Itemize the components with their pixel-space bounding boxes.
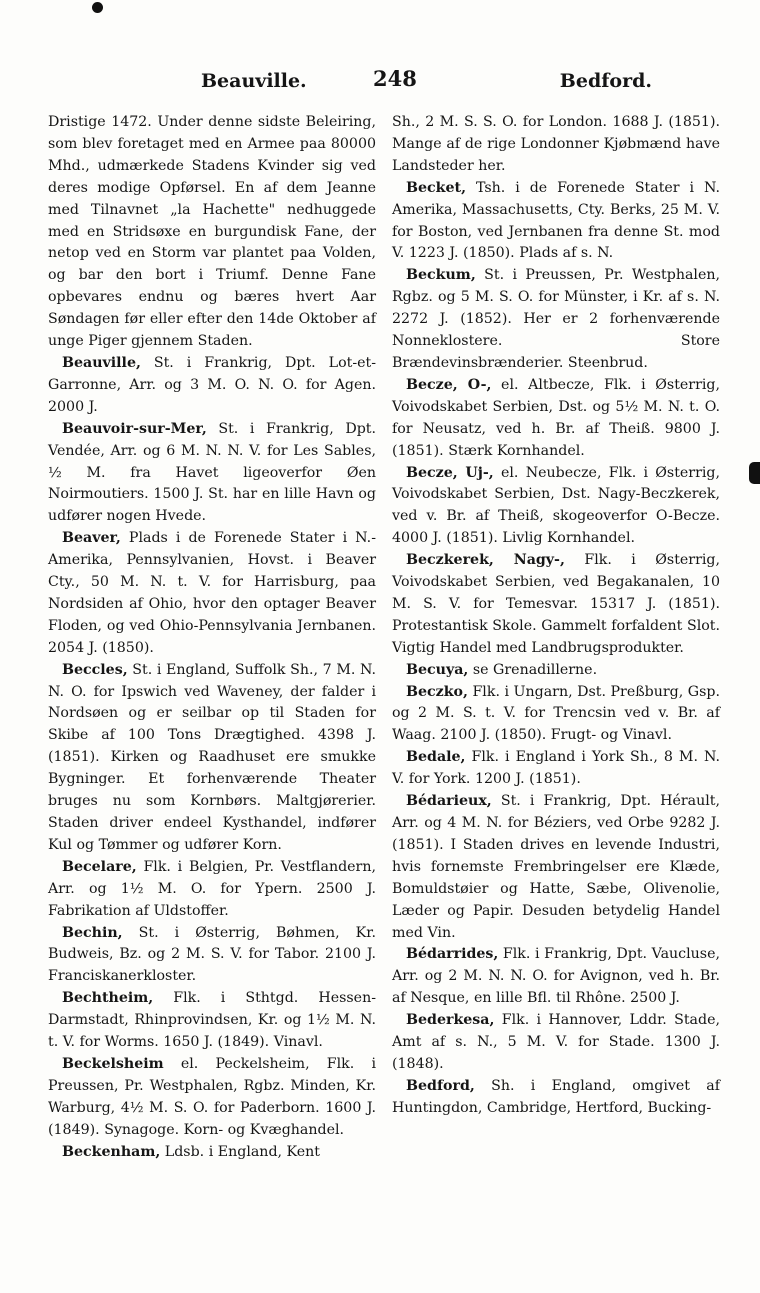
entry-headword: Bechin, [62, 924, 123, 941]
entry-text: Ldsb. i England, Kent [160, 1143, 321, 1160]
dictionary-entry [48, 923, 376, 989]
entry-text: Tsh. i de Forenede Stater i N. Amerika, Massachusetts, Cty. Berks, 25 M. V. for Boston, ved Jernbanen fra denne St. mod V. 1223 J. (1850). Plads af s. N. [392, 179, 720, 262]
entry-text: Flk. i Østerrig, Voivodskabet Serbien, ved Begakanalen, 10 M. S. V. for Temesvar. 15317 J. (1851). Protestantisk Skole. Gammelt forfaldent Slot. Vigtig Handel med Landbrugsprodukter. [392, 552, 720, 656]
entry-headword: Becket, [406, 179, 467, 196]
dictionary-entry [392, 944, 720, 1010]
dictionary-entry [392, 550, 720, 660]
entry-text: Flk. i Hannover, Lddr. Stade, Amt af s. N., 5 M. V. for Stade. 1300 J. (1848). [392, 1012, 720, 1072]
entry-text: Flk. i Sthtgd. Hessen-Darmstadt, Rhinprovindsen, Kr. og 1½ M. N. t. V. for Worms. 1650 J. (1849). Vinavl. [48, 990, 376, 1051]
ink-blot [749, 462, 760, 484]
entry-headword: Becuya, [406, 661, 469, 678]
entry-headword: Bedale, [406, 749, 466, 766]
entry-text: Plads i de Forenede Stater i N.-Amerika, Pennsylvanien, Hovst. i Beaver Cty., 50 M. N. t. V. for Harrisburg, paa Nordsiden af Ohio, hvor den optager Beaver Floden, og ved Ohio-Pennsylvania Jernbanen. 2054 J. (1850). [48, 530, 376, 656]
ink-blot [92, 2, 103, 13]
dictionary-entry [392, 747, 720, 791]
entry-text: Flk. i Frankrig, Dpt. Vaucluse, Arr. og 2 M. N. N. O. for Avignon, ved h. Br. af Nesque, en lille Bfl. til Rhône. 2500 J. [392, 946, 720, 1007]
entry-headword: Bederkesa, [406, 1012, 495, 1029]
dictionary-entry [392, 265, 720, 375]
dictionary-entry [48, 112, 376, 353]
entry-text: St. i Frankrig, Dpt. Hérault, Arr. og 4 M. N. for Béziers, ved Orbe 9282 J. (1851). I Staden drives en levende Industri, hvis fornemste Frembringelser ere Klæde, Bomuldstøier og Hatte, Sæbe, Olivenolie, Læder og Papir. Desuden betydelig Handel med Vin. [392, 793, 720, 941]
dictionary-entry [392, 660, 720, 682]
entry-text: St. i England, Suffolk Sh., 7 M. N. N. O. for Ipswich ved Waveney, der falder i Nordsøen og er seilbar op til Staden for Skibe af 100 Tons Drægtighed. 4398 J. (1851). Kirken og Raadhuset ere smukke Bygninger. Et forhenværende Theater bruges nu som Kornbørs. Maltgjørerier. Staden driver endeel Kysthandel, indfører Kul og Tømmer og udfører Korn. [48, 661, 376, 853]
entry-headword: Beczkerek, Nagy-, [406, 552, 565, 569]
entry-text: St. i Frankrig, Dpt. Vendée, Arr. og 6 M. N. N. V. for Les Sables, ½ M. fra Havet ligeoverfor Øen Noirmoutiers. 1500 J. St. har en lille Havn og udfører nogen Hvede. [48, 420, 376, 525]
entry-headword: Beckenham, [62, 1143, 161, 1160]
dictionary-entry [48, 1142, 376, 1164]
entry-headword: Beckum, [406, 267, 476, 284]
entry-headword: Becze, O-, [406, 376, 492, 393]
entry-text: Dristige 1472. Under denne sidste Beleiring, som blev foretaget med en Armee paa 80000 Mhd., udmærkede Stadens Kvinder sig ved deres modige Opførsel. En af dem Jeanne med Tilnavnet „la Hachette" nedhuggede med en Stridsøxe en burgundisk Fane, der netop ved en Storm var plantet paa Volden, og bar den bort i Triumf. Denne Fane opbevares endnu og bæres hvert Aar Søndagen før eller efter den 14de Oktober af unge Piger gjennem Staden. [48, 114, 376, 350]
entry-text: Flk. i Ungarn, Dst. Preßburg, Gsp. og 2 M. S. t. V. for Trencsin ved v. Br. af Waag. 2100 J. (1850). Frugt- og Vinavl. [392, 683, 720, 744]
dictionary-entry [392, 112, 720, 178]
dictionary-entry [392, 463, 720, 551]
entry-text: St. i Østerrig, Bøhmen, Kr. Budweis, Bz. og 2 M. S. V. for Tabor. 2100 J. Franciskanerkloster. [48, 924, 376, 985]
entry-text: se Grenadillerne. [468, 661, 598, 678]
left-column [48, 112, 376, 1164]
entry-headword: Beauville, [62, 354, 141, 371]
entry-headword: Beccles, [62, 661, 128, 678]
entry-headword: Beckelsheim [62, 1055, 164, 1072]
dictionary-entry [48, 528, 376, 659]
dictionary-entry [392, 178, 720, 266]
entry-headword: Becelare, [62, 858, 137, 875]
entry-text: Sh. i England, omgivet af Huntingdon, Cambridge, Hertford, Bucking- [392, 1077, 720, 1116]
dictionary-entry [392, 682, 720, 748]
entry-headword: Bedford, [406, 1077, 475, 1094]
dictionary-entry [48, 419, 376, 529]
page-header [48, 66, 720, 100]
page-number: 248 [373, 66, 417, 91]
entry-text: el. Peckelsheim, Flk. i Preussen, Pr. Westphalen, Rgbz. Minden, Kr. Warburg, 4½ M. S. O. for Paderborn. 1600 J. (1849). Synagoge. Korn- og Kvæghandel. [48, 1055, 376, 1138]
dictionary-entry [48, 857, 376, 923]
dictionary-entry [392, 1010, 720, 1076]
dictionary-entry [48, 988, 376, 1054]
entry-text: Sh., 2 M. S. S. O. for London. 1688 J. (1851). Mange af de rige Londonner Kjøbmænd have Landsteder her. [392, 114, 720, 174]
entry-text: St. i Frankrig, Dpt. Lot-et-Garronne, Arr. og 3 M. O. N. O. for Agen. 2000 J. [48, 354, 376, 415]
entry-text: Flk. i England i York Sh., 8 M. N. V. for York. 1200 J. (1851). [392, 749, 720, 788]
entry-headword: Beczko, [406, 683, 468, 700]
dictionary-entry [48, 1054, 376, 1142]
dictionary-entry [48, 660, 376, 857]
entry-headword: Bechtheim, [62, 990, 154, 1007]
header-right-word: Bedford. [559, 70, 652, 92]
right-column [392, 112, 720, 1120]
entry-headword: Beauvoir-sur-Mer, [62, 420, 207, 437]
entry-text: el. Altbecze, Flk. i Østerrig, Voivodskabet Serbien, Dst. og 5½ M. N. t. O. for Neusatz, ved h. Br. af Theiß. 9800 J. (1851). Stærk Kornhandel. [392, 376, 720, 459]
entry-headword: Beaver, [62, 530, 121, 547]
entry-headword: Bédarrides, [406, 946, 499, 963]
entry-headword: Becze, Uj-, [406, 464, 494, 481]
entry-text: St. i Preussen, Pr. Westphalen, Rgbz. og 5 M. S. O. for Münster, i Kr. af s. N. 2272 J. (1852). Her er 2 forhenværende Nonneklostere. Store Brændevinsbrænderier. Steenbrud. [392, 267, 720, 371]
dictionary-entry [48, 353, 376, 419]
entry-text: el. Neubecze, Flk. i Østerrig, Voivodskabet Serbien, Dst. Nagy-Beczkerek, ved v. Br. af Theiß, skogeoverfor O-Becze. 4000 J. (1851). Livlig Kornhandel. [392, 464, 720, 547]
entry-headword: Bédarieux, [406, 793, 492, 810]
entry-text: Flk. i Belgien, Pr. Vestflandern, Arr. og 1½ M. O. for Ypern. 2500 J. Fabrikation af Uldstoffer. [48, 858, 376, 919]
dictionary-entry [392, 791, 720, 944]
header-left-word: Beauville. [201, 70, 307, 92]
dictionary-entry [392, 1076, 720, 1120]
dictionary-entry [392, 375, 720, 463]
